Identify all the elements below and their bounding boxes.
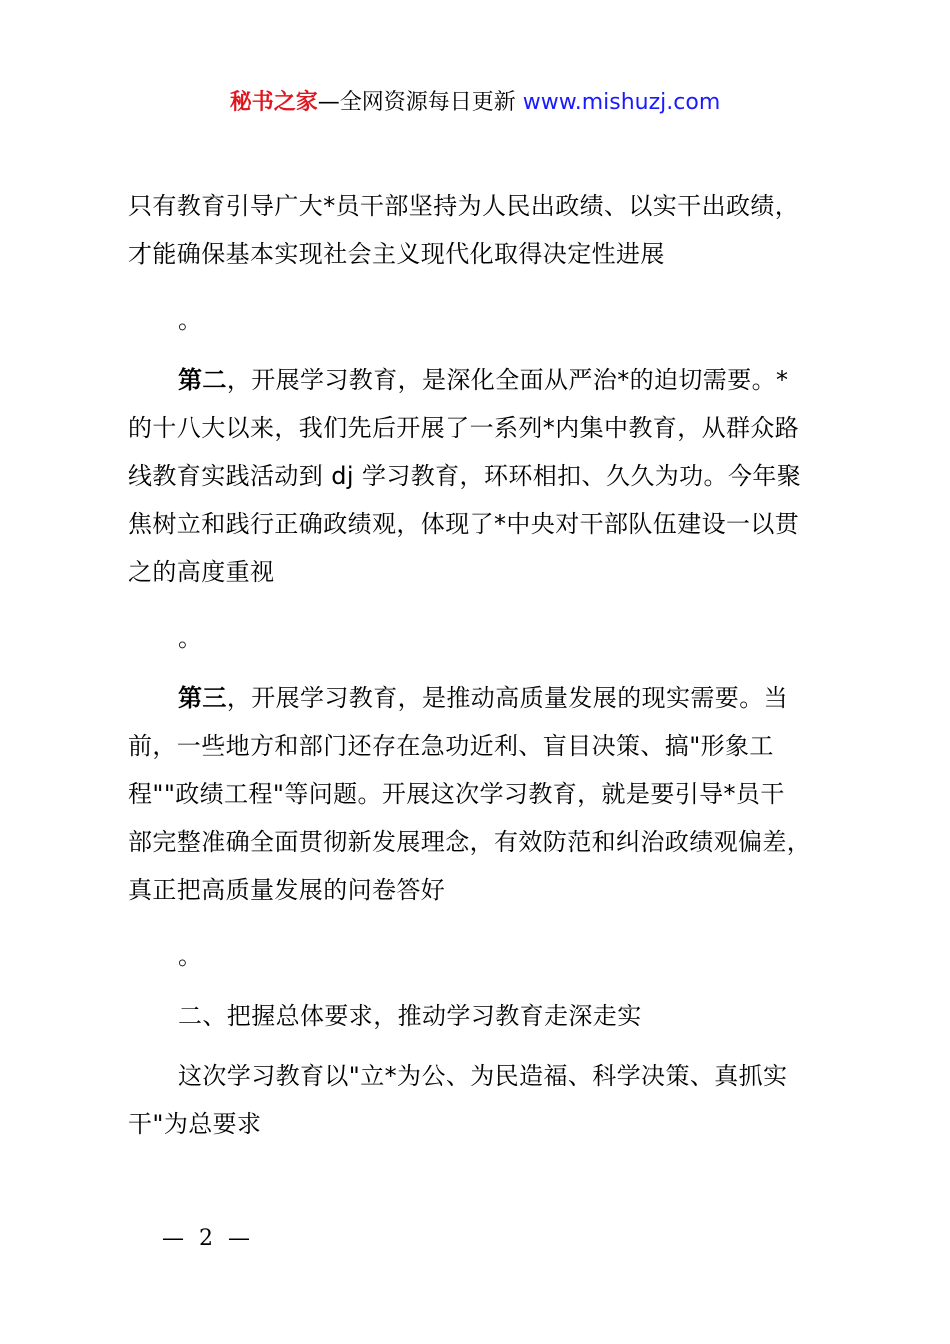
paragraph-text: ，开展学习教育，是推动高质量发展的现实需要。当 xyxy=(226,684,789,712)
paragraph-line: 干"为总要求 xyxy=(128,1110,262,1138)
paragraph-line: 线教育实践活动到 dj 学习教育，环环相扣、久久为功。今年聚 xyxy=(128,462,802,490)
section-heading: 二、把握总体要求，推动学习教育走深走实 xyxy=(178,1002,642,1030)
paragraph-line xyxy=(128,356,854,404)
page-number: — 2 — xyxy=(162,1226,254,1251)
paragraph-line: 部完整准确全面贯彻新发展理念，有效防范和纠治政绩观偏差， xyxy=(128,828,812,856)
site-tagline: —全网资源每日更新 xyxy=(317,90,523,115)
paragraph-line: 真正把高质量发展的问卷答好 xyxy=(128,876,446,904)
paragraph-line: 之的高度重视 xyxy=(128,558,275,586)
document-body xyxy=(128,182,854,1148)
paragraph-line: 的十八大以来，我们先后开展了一系列*内集中教育，从群众路 xyxy=(128,414,800,442)
paragraph-line xyxy=(128,674,854,722)
paragraph-lead: 第二 xyxy=(178,366,227,394)
paragraph-line: 焦树立和践行正确政绩观，体现了*中央对干部队伍建设一以贯 xyxy=(128,510,800,538)
paragraph-line: 前，一些地方和部门还存在急功近利、盲目决策、搞"形象工 xyxy=(128,732,774,760)
paragraph-line: 才能确保基本实现社会主义现代化取得决定性进展 xyxy=(128,240,665,268)
paragraph-line: 这次学习教育以"立*为公、为民造福、科学决策、真抓实 xyxy=(178,1062,788,1090)
paragraph-text: ，开展学习教育，是深化全面从严治*的迫切需要。* xyxy=(226,366,789,394)
paragraph-end-mark: 。 xyxy=(178,942,203,970)
paragraph-line: 程""政绩工程"等问题。开展这次学习教育，就是要引导*员干 xyxy=(128,780,785,808)
paragraph-line: 只有教育引导广大*员干部坚持为人民出政绩、以实干出政绩， xyxy=(128,192,800,220)
paragraph-lead: 第三 xyxy=(178,684,227,712)
site-name: 秘书之家 xyxy=(229,90,318,115)
paragraph-end-mark: 。 xyxy=(178,624,203,652)
site-header xyxy=(0,86,950,120)
paragraph-end-mark: 。 xyxy=(178,306,203,334)
site-url-link[interactable]: www.mishuzj.com xyxy=(522,90,721,115)
